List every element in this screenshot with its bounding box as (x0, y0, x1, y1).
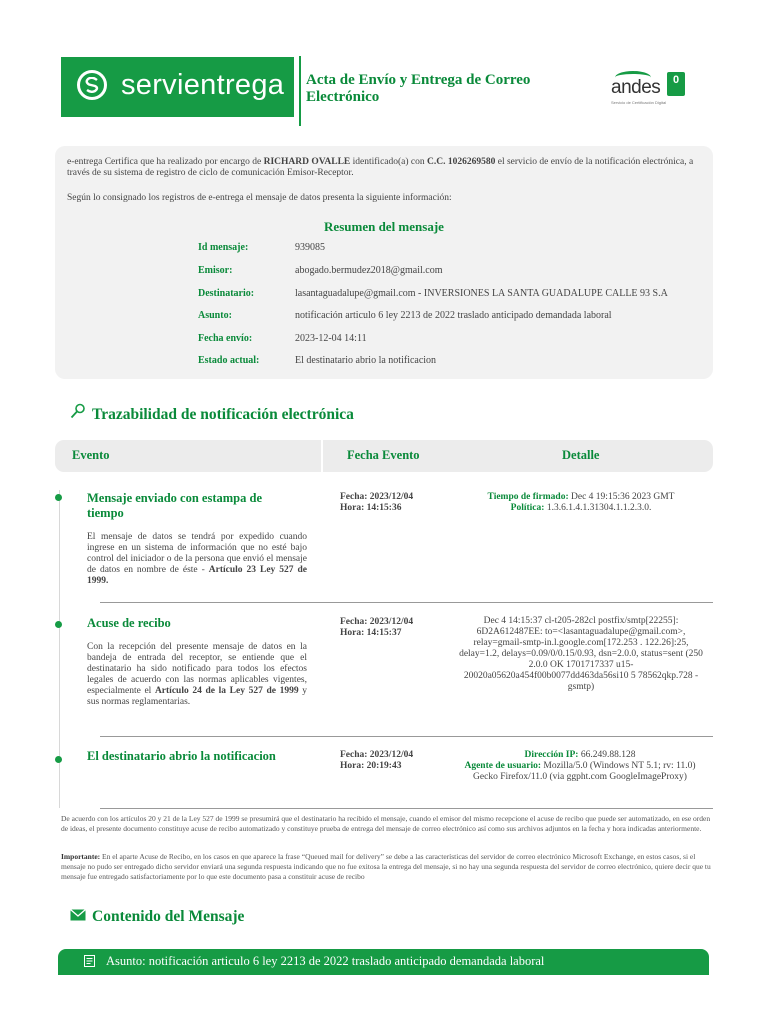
summary-label: Id mensaje: (198, 242, 249, 253)
sender-name: RICHARD OVALLE (263, 157, 351, 167)
header-divider (299, 56, 301, 126)
event-title: Mensaje enviado con estampa de tiempo (87, 491, 262, 520)
summary-value: 939085 (295, 242, 325, 253)
summary-title: Resumen del mensaje (324, 219, 444, 234)
legal-important-note: Importante: En el aparte Acuse de Recibo, en los casos en que aparece la frase “Queued mail for delivery” se debe a las características del servidor de correo electrónico Microsoft Exchange, en estos casos, si el mensaje no pudo ser entregado dicho servidor enviará una segunda respuesta indicando que no fue exitosa la entrega del mensaje, si no hay una segunda respuesta del servidor de correo electrónico, quiere decir que tu mensaje fue entregado satisfactoriamente por lo que este documento pasa a constituir acuse de recibo (61, 852, 711, 881)
traceability-title (70, 403, 354, 424)
timeline-dot (55, 756, 62, 763)
detail-label: Agente de usuario: (464, 761, 541, 771)
summary-row (198, 310, 708, 324)
event-time: Hora: 14:15:37 (340, 628, 402, 638)
timeline-dot (55, 621, 62, 628)
event-datetime (340, 617, 413, 639)
event-detail (456, 492, 706, 514)
event-separator (100, 736, 713, 737)
andes-badge-number: 0 (672, 74, 680, 86)
event-date: Fecha: 2023/12/04 (340, 750, 414, 760)
magnifier-icon (70, 403, 86, 424)
sender-id: C.C. 1026269580 (427, 157, 496, 167)
event-title: Acuse de recibo (87, 616, 171, 630)
event-date: Fecha: 2023/12/04 (340, 617, 414, 627)
certification-statement: e-entrega Certifica que ha realizado por encargo de RICHARD OVALLE identificado(a) con C.C. 1026269580 el servicio de envío de la notificación electrónica, a través de su sistema de registro de ciclo de comunicación Emisor-Receptor. (67, 157, 694, 178)
event-title: El destinatario abrio la notificacion (87, 749, 276, 763)
summary-value: lasantaguadalupe@gmail.com - INVERSIONES LA SANTA GUADALUPE CALLE 93 S.A (295, 288, 668, 299)
detail-label: Dirección IP: (524, 750, 579, 760)
detail-label: Política: (510, 503, 545, 513)
summary-label: Asunto: (198, 310, 232, 321)
summary-row (198, 265, 708, 279)
andes-logo (611, 71, 691, 116)
column-header-date: Fecha Evento (347, 448, 420, 462)
column-divider (321, 440, 323, 472)
certification-box (55, 146, 713, 379)
andes-subtitle: Servicio de Certificación Digital (611, 100, 667, 105)
summary-row (198, 288, 708, 302)
event-datetime (340, 750, 413, 772)
detail-label: Tiempo de firmado: (487, 492, 569, 502)
detail-value: 1.3.6.1.4.1.31304.1.1.2.3.0. (544, 503, 652, 513)
document-header (61, 56, 701, 126)
document-title: Acta de Envío y Entrega de Correo Electrónico (306, 72, 531, 105)
event-time: Hora: 20:19:43 (340, 761, 402, 771)
summary-value: El destinatario abrio la notificacion (295, 355, 437, 366)
summary-label: Fecha envío: (198, 333, 253, 344)
column-header-detail: Detalle (562, 448, 600, 462)
andes-badge (667, 72, 685, 96)
event-description: Con la recepción del presente mensaje de datos en la bandeja de entrada del receptor, se entiende que el destinatario ha sido notificado para todos los efectos legales de acuerdo con las normas aplicables vigentes, especialmente el Artículo 24 de la Ley 527 de 1999 y sus normas reglamentarias. (87, 642, 307, 707)
detail-value: Mozilla/5.0 (Windows NT 5.1; rv: 11.0) Gecko Firefox/11.0 (via ggpht.com GoogleImageProxy) (473, 761, 696, 782)
content-title (70, 908, 244, 926)
servientrega-s-icon (77, 70, 107, 100)
detail-value: Dec 4 19:15:36 2023 GMT (568, 492, 675, 502)
summary-label: Estado actual: (198, 355, 260, 366)
certification-intro: Según lo consignado los registros de e-entrega el mensaje de datos presenta la siguiente información: (67, 193, 452, 203)
event-datetime (340, 492, 413, 514)
event-time: Hora: 14:15:36 (340, 503, 402, 513)
event-smtp-log: Dec 4 14:15:37 cl-t205-282cl postfix/smtp[22255]: 6D2A612487EE: to=<lasantaguadalupe@gmail.com>, relay=gmail-smtp-in.l.google.com[172.253 . 122.26]:25, delay=1.2, delays=0.09/0/0.15/0.93, dsn=2.0.0, status=sent (250 2.0.0 OK 1701717337 u15-20020a05620a454f00b0077dd463da56si10 5 78562qkp.728 - gsmtp) (459, 616, 703, 692)
summary-label: Emisor: (198, 265, 233, 276)
legal-presumption-text: De acuerdo con los artículos 20 y 21 de la Ley 527 de 1999 se presumirá que el destinatario ha recibido el mensaje, cuando el emisor del mismo recepcione el acuse de recibo que puede ser automatizado, en ese orden de ideas, el presente documento constituye acuse de recibo automatizado y constituye prueba de entrega del mensaje de correo electrónico así como sus archivos adjuntos en la fecha y hora indicadas anteriormente. (61, 814, 711, 833)
document-icon (83, 954, 97, 972)
summary-row (198, 333, 708, 347)
event-separator (100, 808, 713, 809)
summary-row (198, 242, 708, 256)
event-description: El mensaje de datos se tendrá por expedido cuando ingrese en un sistema de información que no esté bajo control del iniciador o de la persona que envió el mensaje de datos en nombre de éste - Artículo 23 Ley 527 de 1999. (87, 532, 308, 586)
logo-text: servientrega (121, 69, 285, 101)
summary-value: 2023-12-04 14:11 (295, 333, 367, 344)
timeline-dot (55, 494, 62, 501)
event-date: Fecha: 2023/12/04 (340, 492, 414, 502)
content-title-text: Contenido del Mensaje (92, 908, 245, 925)
andes-logo-text: andes (611, 77, 661, 98)
event-detail (460, 750, 700, 783)
message-subject: Asunto: notificación articulo 6 ley 2213 de 2022 traslado anticipado demandada laboral (106, 954, 545, 968)
summary-value: notificación articulo 6 ley 2213 de 2022 traslado anticipado demandada laboral (295, 310, 612, 321)
message-subject-bar (58, 949, 709, 975)
traceability-title-text: Trazabilidad de notificación electrónica (92, 406, 354, 423)
summary-value: abogado.bermudez2018@gmail.com (295, 265, 443, 276)
traceability-table-header (55, 440, 713, 472)
summary-label: Destinatario: (198, 288, 255, 299)
envelope-icon (70, 908, 86, 926)
detail-value: 66.249.88.128 (578, 750, 636, 760)
servientrega-logo (61, 57, 294, 117)
column-header-event: Evento (72, 448, 110, 462)
summary-row (198, 355, 708, 369)
event-separator (100, 602, 713, 603)
